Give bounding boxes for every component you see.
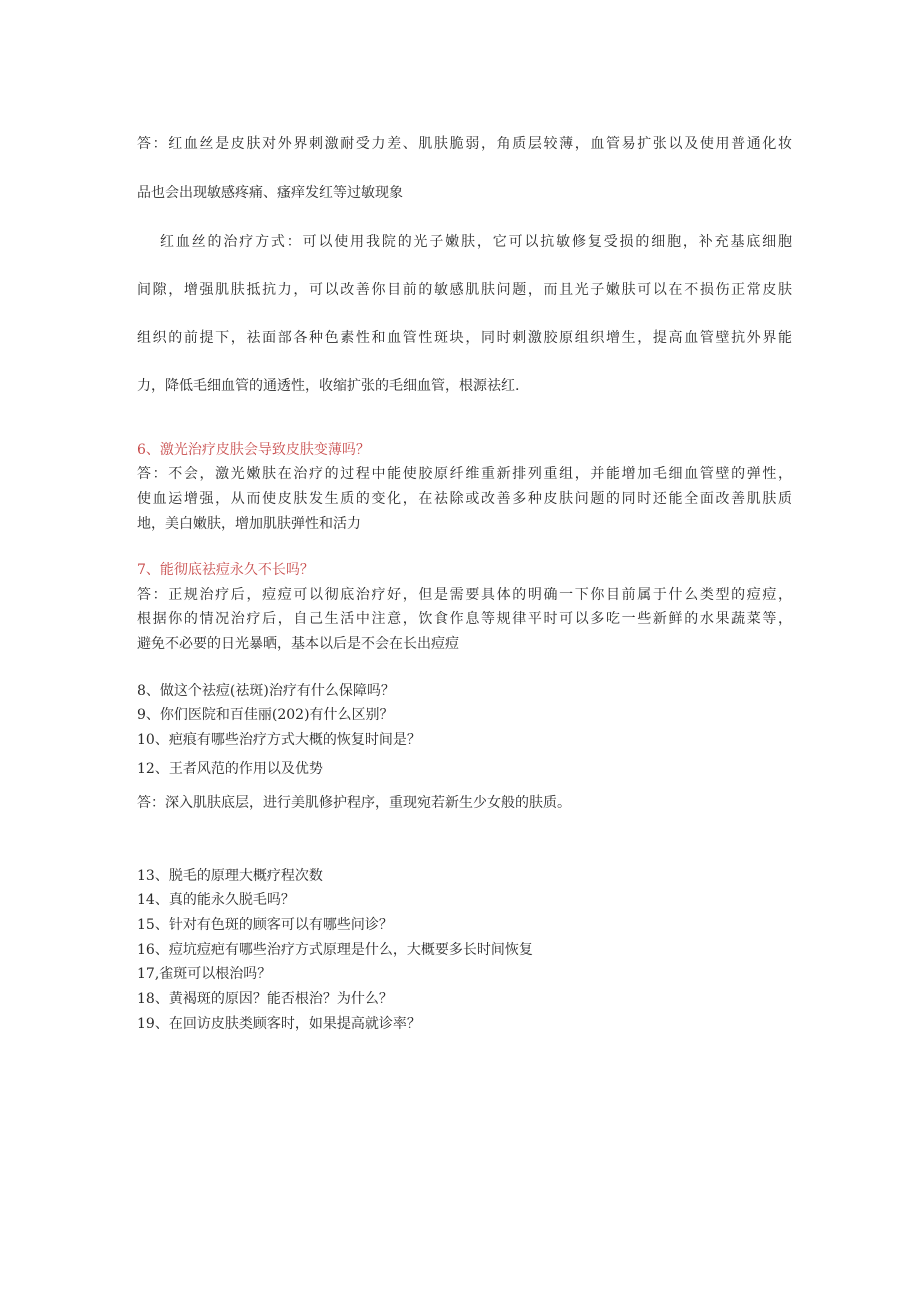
answer-red-veins-line-1: 答：红血丝是皮肤对外界刺激耐受力差、肌肤脆弱，角质层较薄，血管易扩张以及使用普通化妆 xyxy=(137,136,792,152)
question-9: 9、你们医院和百佳丽(202)有什么区别？ xyxy=(137,707,394,723)
question-6-heading: 6、激光治疗皮肤会导致皮肤变薄吗？ xyxy=(137,442,370,458)
question-6-answer-line-3: 地，美白嫩肤，增加肌肤弹性和活力 xyxy=(137,516,361,532)
question-6-answer-line-2: 使血运增强，从而使皮肤发生质的变化，在祛除或改善多种皮肤问题的同时还能全面改善肌肤质 xyxy=(137,491,792,507)
question-12: 12、王者风范的作用以及优势 xyxy=(137,761,323,777)
treatment-paragraph-line-2: 间隙，增强肌肤抵抗力，可以改善你目前的敏感肌肤问题，而且光子嫩肤可以在不损伤正常皮肤 xyxy=(137,282,792,298)
question-7-answer-line-2: 根据你的情况治疗后，自己生活中注意，饮食作息等规律平时可以多吃一些新鲜的水果蔬菜等， xyxy=(137,611,792,627)
question-14: 14、真的能永久脱毛吗？ xyxy=(137,892,295,908)
answer-12: 答：深入肌肤底层，进行美肌修护程序，重现宛若新生少女般的肤质。 xyxy=(137,795,571,811)
question-6-answer-line-1: 答：不会，激光嫩肤在治疗的过程中能使胶原纤维重新排列重组，并能增加毛细血管壁的弹性， xyxy=(137,466,792,482)
question-7-answer-line-1: 答：正规治疗后，痘痘可以彻底治疗好，但是需要具体的明确一下你目前属于什么类型的痘痘， xyxy=(137,587,792,603)
question-18: 18、黄褐斑的原因？能否根治？为什么？ xyxy=(137,991,393,1007)
question-13: 13、脱毛的原理大概疗程次数 xyxy=(137,868,323,884)
question-16: 16、痘坑痘疤有哪些治疗方式原理是什么，大概要多长时间恢复 xyxy=(137,942,533,958)
answer-red-veins-line-2: 品也会出现敏感疼痛、瘙痒发红等过敏现象 xyxy=(137,185,403,201)
question-7-heading: 7、能彻底祛痘永久不长吗？ xyxy=(137,562,314,578)
treatment-paragraph-line-4: 力，降低毛细血管的通透性，收缩扩张的毛细血管，根源祛红. xyxy=(137,378,520,394)
question-19: 19、在回访皮肤类顾客时，如果提高就诊率？ xyxy=(137,1016,421,1032)
treatment-paragraph-line-3: 组织的前提下，祛面部各种色素性和血管性斑块，同时刺激胶原组织增生，提高血管壁抗外界能 xyxy=(137,330,792,346)
question-8: 8、做这个祛痘(祛斑)治疗有什么保障吗？ xyxy=(137,683,395,699)
question-15: 15、针对有色斑的顾客可以有哪些问诊？ xyxy=(137,917,393,933)
question-7-answer-line-3: 避免不必要的日光暴晒，基本以后是不会在长出痘痘 xyxy=(137,636,459,652)
question-17: 17,雀斑可以根治吗？ xyxy=(137,966,272,982)
question-10: 10、疤痕有哪些治疗方式大概的恢复时间是？ xyxy=(137,732,421,748)
treatment-paragraph-line-1: 红血丝的治疗方式：可以使用我院的光子嫩肤，它可以抗敏修复受损的细胞，补充基底细胞 xyxy=(160,234,792,250)
